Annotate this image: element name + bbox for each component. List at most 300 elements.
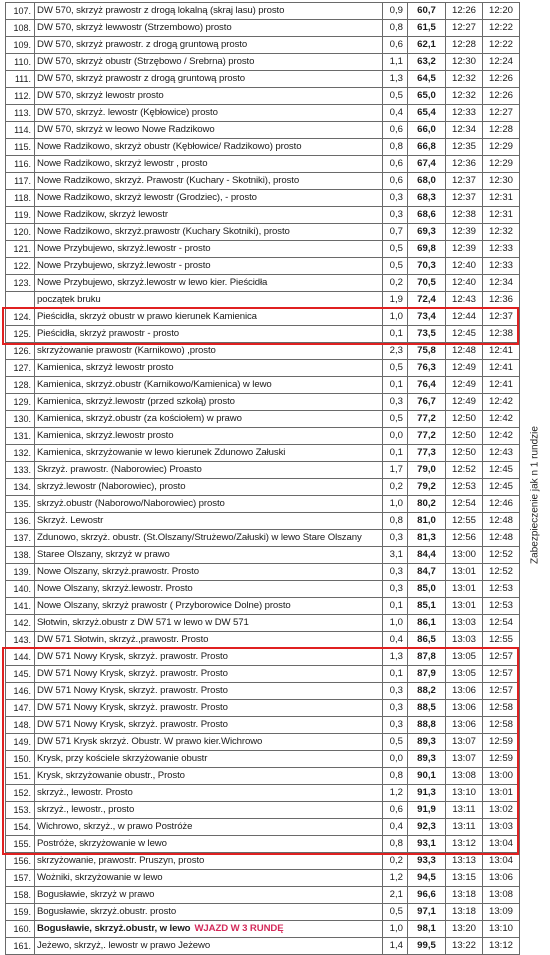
table-row	[6, 54, 520, 71]
row-total-km	[408, 819, 446, 836]
row-segment-km-text: 0,4	[389, 107, 403, 118]
row-description	[35, 632, 383, 649]
row-time-1	[446, 615, 483, 632]
row-time-2-text: 13:04	[488, 855, 513, 866]
row-description	[35, 581, 383, 598]
row-number-text: 150.	[13, 754, 31, 764]
row-description	[35, 88, 383, 105]
row-time-2-text: 12:42	[488, 396, 513, 407]
row-segment-km-text: 0,3	[389, 719, 403, 730]
row-segment-km	[383, 853, 408, 870]
row-segment-km-text: 1,3	[389, 73, 403, 84]
row-total-km-text: 91,3	[417, 787, 436, 798]
row-time-1	[446, 496, 483, 513]
row-segment-km-text: 1,4	[389, 940, 403, 951]
row-number	[6, 462, 35, 479]
row-segment-km-text: 0,9	[389, 5, 403, 16]
row-total-km	[408, 462, 446, 479]
row-segment-km	[383, 836, 408, 853]
row-number-text: 130.	[13, 414, 31, 424]
row-segment-km	[383, 190, 408, 207]
row-time-2	[483, 411, 520, 428]
row-time-2	[483, 445, 520, 462]
row-total-km-text: 68,3	[417, 192, 436, 203]
row-total-km-text: 97,1	[417, 906, 436, 917]
row-description	[35, 343, 383, 360]
row-total-km-text: 93,1	[417, 838, 436, 849]
row-time-1-text: 12:49	[451, 396, 476, 407]
row-description-text: DW 571 Nowy Krysk, skrzyż. prawostr. Prosto	[37, 702, 228, 713]
row-time-1-text: 12:50	[451, 413, 476, 424]
row-description	[35, 853, 383, 870]
table-row	[6, 462, 520, 479]
row-description-text: Krysk, skrzyżowanie obustr., Prosto	[37, 770, 185, 781]
row-time-1	[446, 734, 483, 751]
row-total-km-text: 98,1	[417, 923, 436, 934]
row-time-1	[446, 37, 483, 54]
table-row	[6, 326, 520, 343]
row-description-text: Nowe Przybujewo, skrzyż.lewostr w lewo kier. Pieścidła	[37, 277, 268, 288]
row-segment-km-text: 0,4	[389, 634, 403, 645]
row-segment-km-text: 0,1	[389, 447, 403, 458]
row-total-km-text: 60,7	[417, 5, 436, 16]
row-segment-km	[383, 394, 408, 411]
row-number-text: 138.	[13, 550, 31, 560]
row-segment-km	[383, 156, 408, 173]
row-total-km	[408, 292, 446, 309]
row-segment-km	[383, 513, 408, 530]
table-row	[6, 870, 520, 887]
table-row	[6, 71, 520, 88]
row-time-1-text: 13:11	[452, 821, 476, 832]
table-row	[6, 683, 520, 700]
row-description-text: DW 570, skrzyż w leowo Nowe Radzikowo	[37, 124, 215, 135]
row-time-1-text: 13:07	[451, 736, 476, 747]
row-segment-km	[383, 938, 408, 955]
row-total-km-text: 64,5	[417, 73, 436, 84]
row-time-1-text: 12:32	[451, 90, 476, 101]
row-number-text: 140.	[13, 584, 31, 594]
row-description-text: skrzyż.lewostr (Naborowiec), prosto	[37, 481, 186, 492]
table-row	[6, 122, 520, 139]
row-number	[6, 3, 35, 20]
row-number-text: 139.	[13, 567, 31, 577]
row-segment-km-text: 0,3	[389, 396, 403, 407]
row-description-text: Nowe Olszany, skrzyż.prawostr. Prosto	[37, 566, 199, 577]
row-number	[6, 870, 35, 887]
row-time-1	[446, 173, 483, 190]
row-number	[6, 20, 35, 37]
row-number	[6, 581, 35, 598]
row-description-text: Kamienica, skrzyż.lewostr (przed szkołą) prosto	[37, 396, 235, 407]
row-segment-km-text: 0,2	[389, 481, 403, 492]
row-description-text: Skrzyż. prawostr. (Naborowiec) Proasto	[37, 464, 202, 475]
row-number	[6, 139, 35, 156]
row-time-2	[483, 921, 520, 938]
row-description	[35, 258, 383, 275]
row-time-1	[446, 411, 483, 428]
table-row	[6, 615, 520, 632]
row-total-km-text: 67,4	[417, 158, 436, 169]
row-time-1-text: 12:39	[451, 226, 476, 237]
row-number	[6, 496, 35, 513]
row-number-text: 147.	[13, 703, 31, 713]
row-number-text: 117.	[14, 176, 31, 186]
row-description-text: DW 571 Nowy Krysk, skrzyż. prawostr. Prosto	[37, 685, 228, 696]
row-time-2-text: 12:52	[488, 566, 513, 577]
row-time-2-text: 12:52	[488, 549, 513, 560]
row-number	[6, 156, 35, 173]
row-time-1-text: 13:22	[451, 940, 476, 951]
row-description-text: DW 571 Nowy Krysk, skrzyż. prawostr. Prosto	[37, 668, 228, 679]
row-total-km-text: 89,3	[417, 753, 436, 764]
row-segment-km	[383, 343, 408, 360]
row-time-1	[446, 343, 483, 360]
table-row	[6, 292, 520, 309]
row-description-text: DW 570, skrzyż lewostr prosto	[37, 90, 164, 101]
row-number-text: 157.	[13, 873, 31, 883]
row-time-1	[446, 377, 483, 394]
row-time-2-text: 12:59	[488, 753, 513, 764]
row-description	[35, 496, 383, 513]
row-description-text: Bogusławie, skrzyż w prawo	[37, 889, 155, 900]
row-time-1-text: 12:37	[451, 175, 476, 186]
row-description	[35, 700, 383, 717]
row-time-1	[446, 598, 483, 615]
row-number	[6, 649, 35, 666]
row-time-1	[446, 649, 483, 666]
row-description	[35, 326, 383, 343]
row-number-text: 124.	[13, 312, 31, 322]
row-time-1	[446, 768, 483, 785]
row-time-2-text: 13:03	[488, 821, 513, 832]
row-number-text: 144.	[13, 652, 31, 662]
row-time-1	[446, 751, 483, 768]
row-time-1	[446, 921, 483, 938]
row-description	[35, 734, 383, 751]
row-segment-km-text: 0,3	[389, 583, 403, 594]
row-number	[6, 632, 35, 649]
row-time-2	[483, 598, 520, 615]
row-time-1-text: 13:01	[451, 566, 476, 577]
row-segment-km	[383, 530, 408, 547]
row-segment-km-text: 0,6	[389, 39, 403, 50]
row-time-2-text: 12:34	[488, 277, 513, 288]
row-segment-km-text: 2,1	[389, 889, 403, 900]
row-time-2-text: 12:30	[488, 175, 513, 186]
row-segment-km	[383, 241, 408, 258]
row-segment-km-text: 0,3	[389, 209, 403, 220]
row-number	[6, 734, 35, 751]
row-description-text: Krysk, przy kościele skrzyżowanie obustr	[37, 753, 208, 764]
table-row	[6, 751, 520, 768]
row-description	[35, 122, 383, 139]
row-time-2	[483, 819, 520, 836]
row-time-1-text: 13:08	[451, 770, 476, 781]
row-time-1-text: 12:26	[451, 5, 476, 16]
row-time-1-text: 13:01	[451, 600, 476, 611]
row-total-km-text: 76,7	[417, 396, 436, 407]
row-segment-km-text: 0,2	[389, 277, 403, 288]
row-description-text: początek bruku	[37, 294, 101, 305]
row-total-km	[408, 3, 446, 20]
row-time-2-text: 13:02	[488, 804, 513, 815]
row-segment-km	[383, 547, 408, 564]
table-row	[6, 343, 520, 360]
row-time-1-text: 12:49	[451, 379, 476, 390]
row-time-2	[483, 190, 520, 207]
table-row	[6, 717, 520, 734]
row-time-1-text: 12:49	[451, 362, 476, 373]
row-time-2	[483, 224, 520, 241]
table-row	[6, 377, 520, 394]
row-total-km-text: 68,6	[417, 209, 436, 220]
row-total-km	[408, 530, 446, 547]
row-total-km	[408, 547, 446, 564]
row-description-text: skrzyż., lewostr. Prosto	[37, 787, 133, 798]
row-total-km-text: 69,3	[417, 226, 436, 237]
row-number-text: 153.	[13, 805, 31, 815]
row-segment-km	[383, 700, 408, 717]
row-total-km	[408, 717, 446, 734]
row-segment-km-text: 0,5	[389, 90, 403, 101]
row-time-1-text: 12:48	[451, 345, 476, 356]
row-time-1-text: 12:30	[451, 56, 476, 67]
table-row	[6, 666, 520, 683]
row-total-km-text: 94,5	[417, 872, 436, 883]
row-time-1	[446, 156, 483, 173]
row-number-text: 155.	[13, 839, 31, 849]
table-row	[6, 207, 520, 224]
row-description	[35, 309, 383, 326]
row-time-1-text: 13:01	[451, 583, 476, 594]
row-number	[6, 207, 35, 224]
row-description	[35, 20, 383, 37]
row-time-2-text: 13:08	[488, 889, 513, 900]
row-segment-km-text: 0,6	[389, 124, 403, 135]
row-total-km	[408, 479, 446, 496]
row-time-2-text: 13:00	[488, 770, 513, 781]
row-segment-km	[383, 224, 408, 241]
row-time-1-text: 12:37	[451, 192, 476, 203]
row-time-2	[483, 938, 520, 955]
row-number-text: 118.	[14, 193, 31, 203]
row-total-km	[408, 445, 446, 462]
row-segment-km-text: 0,5	[389, 362, 403, 373]
row-total-km-text: 79,0	[417, 464, 436, 475]
row-description-text: Słotwin, skrzyż.obustr z DW 571 w lewo w DW 571	[37, 617, 249, 628]
row-total-km-text: 85,1	[417, 600, 436, 611]
row-total-km	[408, 666, 446, 683]
row-description	[35, 615, 383, 632]
row-description-text: Nowe Przybujewo, skrzyż.lewostr - prosto	[37, 243, 211, 254]
row-number	[6, 921, 35, 938]
row-description	[35, 547, 383, 564]
row-number	[6, 700, 35, 717]
row-segment-km-text: 0,5	[389, 736, 403, 747]
row-segment-km	[383, 309, 408, 326]
row-total-km	[408, 411, 446, 428]
row-number	[6, 326, 35, 343]
row-segment-km	[383, 292, 408, 309]
row-time-2	[483, 428, 520, 445]
row-segment-km-text: 2,3	[389, 345, 403, 356]
row-description	[35, 275, 383, 292]
row-time-2	[483, 241, 520, 258]
row-number-text: 132.	[13, 448, 31, 458]
row-time-2	[483, 836, 520, 853]
row-description	[35, 139, 383, 156]
row-segment-km-text: 0,7	[389, 226, 403, 237]
row-time-2	[483, 581, 520, 598]
row-number-text: 156.	[13, 856, 31, 866]
row-time-1-text: 13:06	[451, 685, 476, 696]
row-number	[6, 683, 35, 700]
row-number	[6, 836, 35, 853]
row-number	[6, 564, 35, 581]
table-row	[6, 547, 520, 564]
row-time-2	[483, 37, 520, 54]
row-total-km-text: 61,5	[417, 22, 436, 33]
row-time-1	[446, 122, 483, 139]
row-description-text: Nowe Radzikowo, skrzyż obustr (Kębłowice/ Radzikowo) prosto	[37, 141, 302, 152]
row-segment-km-text: 0,2	[389, 855, 403, 866]
row-description-text: DW 570, skrzyż. lewostr (Kębłowice) prosto	[37, 107, 218, 118]
row-segment-km-text: 1,9	[389, 294, 403, 305]
row-time-1-text: 13:13	[451, 855, 476, 866]
row-description-text: Kamienica, skrzyż.obustr (Karnikowo/Kamienica) w lewo	[37, 379, 272, 390]
row-total-km	[408, 598, 446, 615]
row-time-2	[483, 71, 520, 88]
row-time-2	[483, 54, 520, 71]
row-number-text: 142.	[13, 618, 31, 628]
row-time-1	[446, 938, 483, 955]
row-number-text: 151.	[13, 771, 31, 781]
row-total-km-text: 81,3	[417, 532, 436, 543]
table-row	[6, 241, 520, 258]
row-description	[35, 666, 383, 683]
row-total-km-text: 86,5	[417, 634, 436, 645]
row-time-1	[446, 54, 483, 71]
row-description-text: Wichrowo, skrzyż., w prawo Postróże	[37, 821, 193, 832]
row-time-1	[446, 564, 483, 581]
table-row	[6, 649, 520, 666]
row-total-km-text: 91,9	[417, 804, 436, 815]
row-number	[6, 292, 35, 309]
row-time-1-text: 13:05	[451, 668, 476, 679]
row-time-1-text: 12:44	[451, 311, 476, 322]
row-time-1-text: 13:03	[451, 634, 476, 645]
row-time-2-text: 12:32	[488, 226, 513, 237]
row-time-1-text: 13:05	[451, 651, 476, 662]
row-number	[6, 802, 35, 819]
row-segment-km-text: 0,4	[389, 821, 403, 832]
table-row	[6, 581, 520, 598]
row-description	[35, 377, 383, 394]
row-number-text: 154.	[13, 822, 31, 832]
row-description-text: Kamienica, skrzyż.obustr (za kościołem) w prawo	[37, 413, 242, 424]
row-segment-km-text: 0,5	[389, 413, 403, 424]
row-segment-km-text: 0,8	[389, 22, 403, 33]
row-segment-km-text: 0,8	[389, 838, 403, 849]
row-segment-km	[383, 666, 408, 683]
row-time-1	[446, 836, 483, 853]
row-segment-km	[383, 479, 408, 496]
row-description	[35, 445, 383, 462]
row-description	[35, 717, 383, 734]
row-time-2	[483, 530, 520, 547]
row-time-2-text: 12:31	[488, 209, 513, 220]
row-total-km	[408, 496, 446, 513]
table-row	[6, 564, 520, 581]
row-number	[6, 938, 35, 955]
row-time-1-text: 12:36	[451, 158, 476, 169]
row-time-2-text: 12:26	[488, 90, 513, 101]
row-segment-km	[383, 887, 408, 904]
row-number-text: 133.	[13, 465, 31, 475]
row-total-km-text: 62,1	[417, 39, 436, 50]
row-number	[6, 54, 35, 71]
row-description	[35, 3, 383, 20]
row-total-km-text: 69,8	[417, 243, 436, 254]
row-time-2-text: 12:33	[488, 260, 513, 271]
row-time-2-text: 12:22	[488, 22, 513, 33]
row-total-km-text: 87,8	[417, 651, 436, 662]
row-time-2	[483, 377, 520, 394]
row-time-1	[446, 292, 483, 309]
row-total-km-text: 75,8	[417, 345, 436, 356]
row-time-2	[483, 3, 520, 20]
row-time-1	[446, 853, 483, 870]
row-number	[6, 513, 35, 530]
row-time-1	[446, 241, 483, 258]
row-number-text: 161.	[13, 941, 31, 951]
row-time-2-text: 12:43	[488, 447, 513, 458]
row-total-km	[408, 105, 446, 122]
row-description	[35, 428, 383, 445]
row-time-1-text: 13:06	[451, 719, 476, 730]
row-number-text: 125.	[13, 329, 31, 339]
row-total-km	[408, 751, 446, 768]
row-segment-km	[383, 683, 408, 700]
row-segment-km-text: 0,1	[389, 600, 403, 611]
row-segment-km	[383, 377, 408, 394]
row-description-text: Nowe Olszany, skrzyż.lewostr. Prosto	[37, 583, 193, 594]
row-total-km	[408, 241, 446, 258]
row-time-2-text: 12:45	[488, 481, 513, 492]
row-number	[6, 275, 35, 292]
row-time-2	[483, 105, 520, 122]
row-segment-km	[383, 870, 408, 887]
row-segment-km-text: 0,8	[389, 515, 403, 526]
row-number	[6, 666, 35, 683]
row-segment-km	[383, 360, 408, 377]
row-number-text: 109.	[13, 40, 31, 50]
row-number	[6, 37, 35, 54]
row-time-2	[483, 734, 520, 751]
row-description-text: skrzyżowanie, prawostr. Pruszyn, prosto	[37, 855, 205, 866]
row-segment-km-text: 0,1	[389, 379, 403, 390]
row-time-2-text: 12:42	[488, 413, 513, 424]
row-total-km	[408, 802, 446, 819]
row-segment-km	[383, 3, 408, 20]
row-number	[6, 122, 35, 139]
row-description-text: Nowe Olszany, skrzyż prawostr ( Przyborowice Dolne) prosto	[37, 600, 291, 611]
row-number	[6, 224, 35, 241]
row-time-2	[483, 173, 520, 190]
table-row	[6, 411, 520, 428]
row-total-km-text: 88,8	[417, 719, 436, 730]
